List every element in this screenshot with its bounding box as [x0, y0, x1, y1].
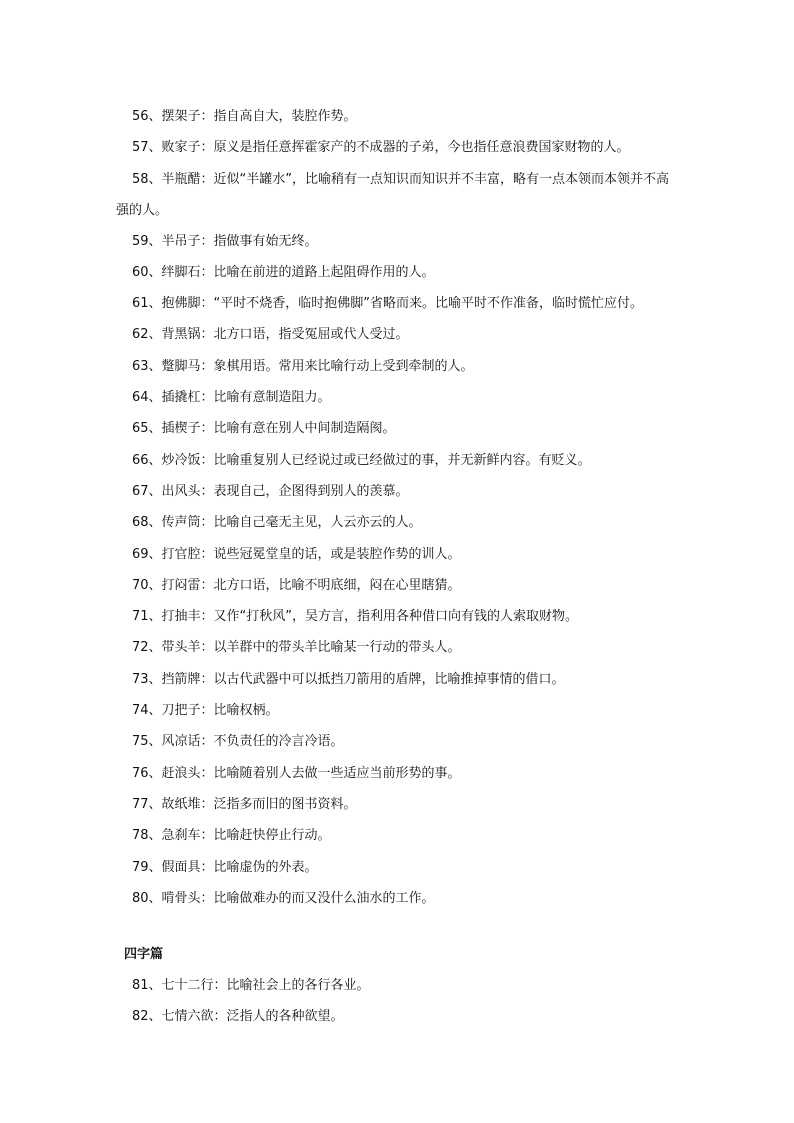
entry-74: 74、刀把子：比喻权柄。 — [132, 703, 279, 719]
entry-79: 79、假面具：比喻虚伪的外表。 — [132, 859, 318, 875]
entry-list-four-char — [116, 970, 676, 1033]
entry-list-three-char — [116, 101, 676, 914]
entry-77: 77、故纸堆：泛指多而旧的图书资料。 — [132, 796, 357, 812]
entry-65: 65、插楔子：比喻有意在别人中间制造隔阂。 — [132, 421, 396, 437]
entry-59: 59、半吊子：指做事有始无终。 — [132, 233, 318, 249]
entry-81: 81、七十二行：比喻社会上的各行各业。 — [132, 978, 370, 993]
entry-56: 56、摆架子：指自高自大，装腔作势。 — [132, 109, 357, 124]
entry-82: 82、七情六欲：泛指人的各种欲望。 — [132, 1009, 344, 1025]
entry-73: 73、挡箭牌：以古代武器中可以抵挡刀箭用的盾牌，比喻推掉事情的借口。 — [132, 671, 565, 687]
entry-67: 67、出风头：表现自己，企图得到别人的羡慕。 — [132, 483, 409, 499]
entry-69: 69、打官腔：说些冠冕堂皇的话，或是装腔作势的训人。 — [132, 546, 461, 562]
entry-70: 70、打闷雷：北方口语，比喻不明底细，闷在心里瞎猜。 — [132, 577, 461, 593]
entry-76: 76、赶浪头：比喻随着别人去做一些适应当前形势的事。 — [132, 765, 461, 781]
entry-78: 78、急刹车：比喻赶快停止行动。 — [132, 828, 331, 844]
entry-58: 58、半瓶醋：近似“半罐水”，比喻稍有一点知识而知识并不丰富，略有一点本领而本领并不高强的人。 — [116, 171, 670, 218]
entry-61: 61、抱佛脚：“平时不烧香，临时抱佛脚”省略而来。比喻平时不作准备，临时慌忙应付。 — [132, 296, 644, 312]
entry-68: 68、传声筒：比喻自己毫无主见，人云亦云的人。 — [132, 515, 422, 531]
section-heading: 四字篇 — [124, 947, 164, 962]
entry-63: 63、蹩脚马：象棋用语。常用来比喻行动上受到牵制的人。 — [132, 358, 474, 374]
entry-60: 60、绊脚石：比喻在前进的道路上起阻碍作用的人。 — [132, 264, 435, 280]
entry-62: 62、背黑锅：北方口语，指受冤屈或代人受过。 — [132, 327, 409, 343]
entry-80: 80、啃骨头：比喻做难办的而又没什么油水的工作。 — [132, 890, 435, 906]
entry-71: 71、打抽丰：又作“打秋风”，吴方言，指利用各种借口向有钱的人索取财物。 — [132, 609, 579, 625]
entry-66: 66、炒冷饭：比喻重复别人已经说过或已经做过的事，并无新鲜内容。有贬义。 — [132, 452, 591, 468]
entry-64: 64、插撬杠：比喻有意制造阻力。 — [132, 390, 331, 406]
entry-72: 72、带头羊：以羊群中的带头羊比喻某一行动的带头人。 — [132, 640, 461, 656]
entry-57: 57、败家子：原义是指任意挥霍家产的不成器的子弟，今也指任意浪费国家财物的人。 — [132, 140, 630, 156]
entry-75: 75、风凉话：不负责任的冷言冷语。 — [132, 734, 344, 750]
